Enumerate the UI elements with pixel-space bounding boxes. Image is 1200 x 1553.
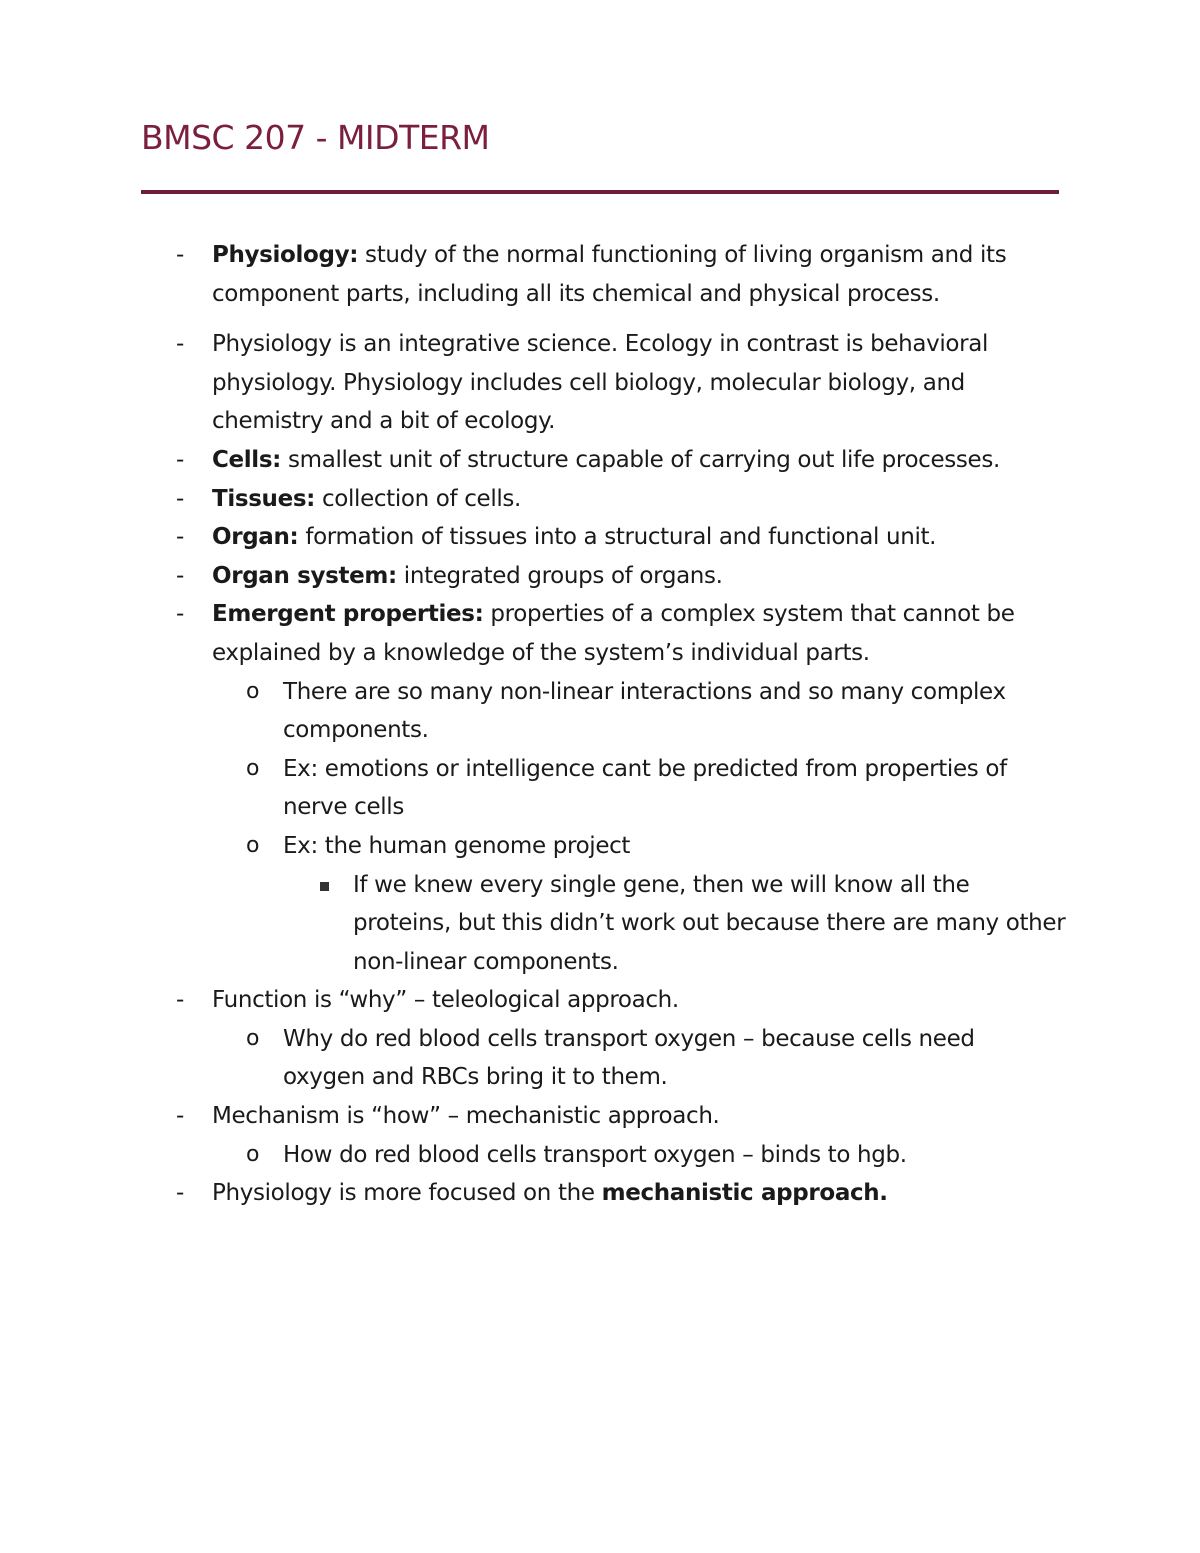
list-item xyxy=(0,518,1062,557)
list-item xyxy=(0,557,1062,596)
square-bullet-icon xyxy=(320,882,329,891)
list-item xyxy=(0,480,1062,519)
dash-bullet: - xyxy=(176,485,184,512)
term-label: Organ: xyxy=(212,524,299,551)
item-text: collection of cells. xyxy=(315,485,521,512)
list-item xyxy=(0,236,1062,313)
item-text: formation of tissues into a structural and functional unit. xyxy=(298,524,937,551)
item-text: Physiology is an integrative science. Ecology in contrast is behavioral physiology. Physiology includes cell biology, molecular biology, and chemistry and a bit of ecology. xyxy=(212,331,989,435)
item-text: If we knew every single gene, then we will know all the proteins, but this didn’t work out because there are many other non-linear components. xyxy=(353,871,1066,975)
list-item xyxy=(0,1097,1062,1136)
circle-bullet: o xyxy=(246,678,260,704)
list-item xyxy=(0,595,1062,672)
dash-bullet: - xyxy=(176,987,184,1014)
item-text: Physiology is more focused on the xyxy=(212,1180,602,1207)
sub-list-item xyxy=(0,750,1063,827)
term-label: Cells: xyxy=(212,446,282,473)
dash-bullet: - xyxy=(176,242,184,268)
circle-bullet: o xyxy=(246,1025,260,1051)
item-text: Mechanism is “how” – mechanistic approach. xyxy=(212,1103,720,1130)
list-item xyxy=(0,981,1062,1020)
term-label: Physiology: xyxy=(212,242,359,268)
list-item xyxy=(0,1174,1062,1213)
dash-bullet: - xyxy=(176,331,184,358)
item-text: Function is “why” – teleological approach. xyxy=(212,987,679,1014)
dash-bullet: - xyxy=(176,524,184,551)
dash-bullet: - xyxy=(176,1180,184,1207)
dash-bullet: - xyxy=(176,601,184,628)
item-text: study of the normal functioning of living organism and its component parts, including all its chemical and physical process. xyxy=(212,242,1007,307)
list-item xyxy=(0,325,1062,441)
term-label: Emergent properties: xyxy=(212,601,484,628)
term-label: Tissues: xyxy=(212,485,316,512)
circle-bullet: o xyxy=(246,755,260,781)
item-text: How do red blood cells transport oxygen – binds to hgb. xyxy=(283,1141,907,1168)
sub-list-item xyxy=(0,1136,1063,1175)
title-divider xyxy=(141,190,1059,194)
item-text: integrated groups of organs. xyxy=(396,562,723,589)
dash-bullet: - xyxy=(176,562,184,589)
term-label: Organ system: xyxy=(212,562,397,589)
item-text: properties of a complex system that cannot be explained by a knowledge of the system’s individual parts. xyxy=(212,601,1015,666)
circle-bullet: o xyxy=(246,1141,260,1167)
sub-list-item xyxy=(0,827,1063,866)
emphasis-text: mechanistic approach. xyxy=(601,1180,888,1207)
sub-list-item xyxy=(0,673,1063,750)
dash-bullet: - xyxy=(176,446,184,473)
circle-bullet: o xyxy=(246,832,260,858)
sub-sub-list-item xyxy=(0,866,1073,982)
dash-bullet: - xyxy=(176,1103,184,1130)
item-text: smallest unit of structure capable of carrying out life processes. xyxy=(281,446,1000,473)
item-text: There are so many non-linear interactions and so many complex components. xyxy=(283,678,1006,744)
sub-list-item xyxy=(0,1020,1063,1097)
item-text: Ex: the human genome project xyxy=(283,832,631,859)
item-text: Why do red blood cells transport oxygen – because cells need oxygen and RBCs bring it to them. xyxy=(283,1025,975,1091)
document-title: BMSC 207 - MIDTERM xyxy=(141,118,490,157)
item-text: Ex: emotions or intelligence cant be predicted from properties of nerve cells xyxy=(283,755,1007,821)
list-item xyxy=(0,441,1062,480)
notes-list xyxy=(0,236,1200,1213)
